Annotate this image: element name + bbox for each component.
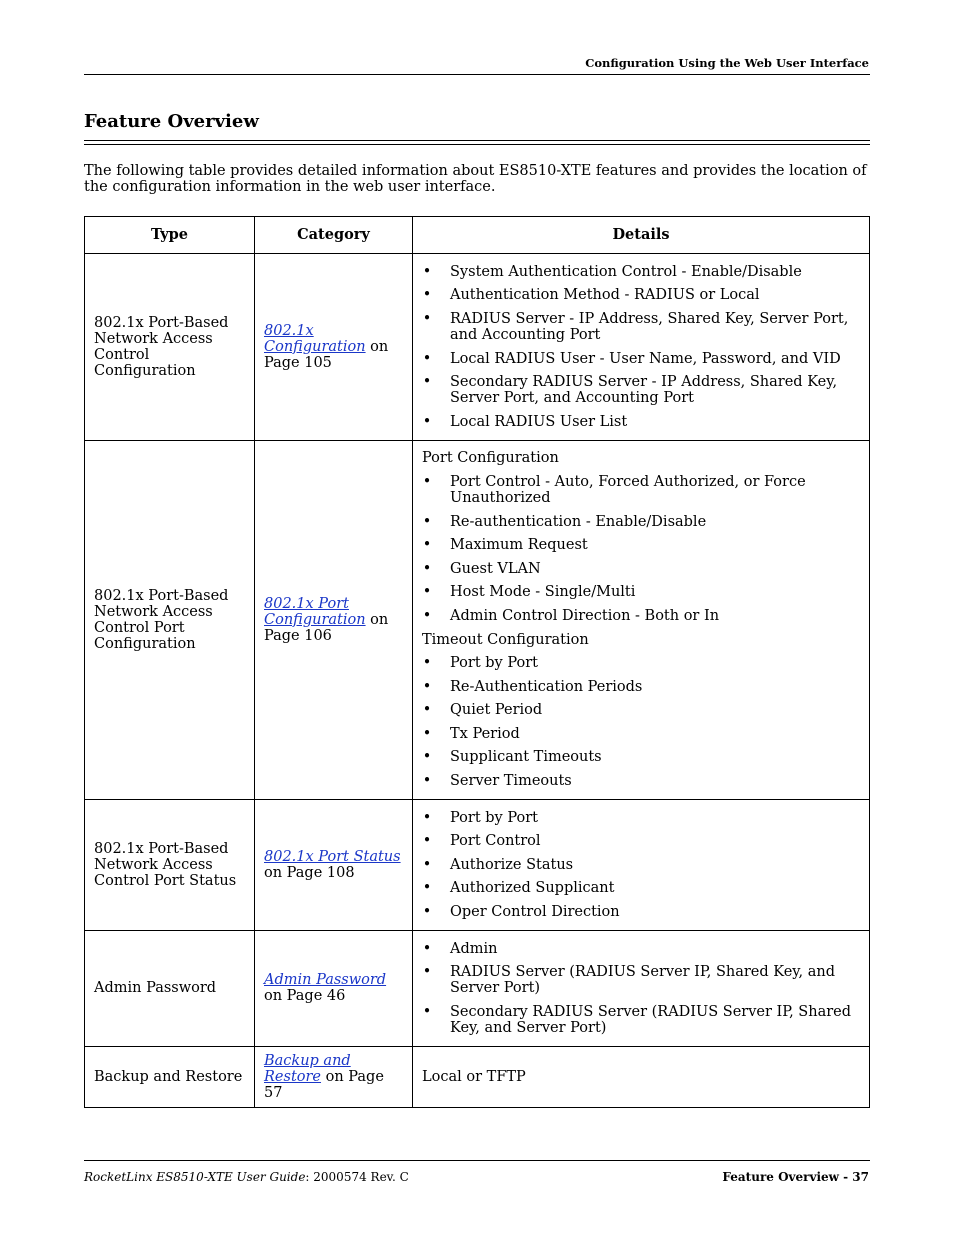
- section-title: Feature Overview: [84, 111, 259, 132]
- bullet-icon: •: [422, 350, 432, 367]
- details-subheading: Port Configuration: [422, 450, 559, 467]
- footer-divider: [84, 1160, 870, 1161]
- bullet-icon: •: [422, 513, 432, 530]
- bullet-icon: •: [422, 560, 432, 577]
- bullet-icon: •: [422, 809, 432, 826]
- category-page-ref: on Page 108: [264, 864, 355, 881]
- type-cell: Admin Password: [85, 930, 255, 1046]
- list-item-text: Port by Port: [450, 809, 539, 826]
- header-divider: [84, 74, 870, 75]
- list-item: [422, 675, 860, 699]
- column-header-details: Details: [413, 217, 870, 254]
- list-item: [422, 604, 860, 628]
- details-bullet-list: [422, 937, 860, 1040]
- list-item-text: Secondary RADIUS Server (RADIUS Server IP, Shared Key, and Server Port): [450, 1003, 852, 1036]
- category-link[interactable]: Backup and Restore: [264, 1052, 351, 1085]
- list-item: [422, 722, 860, 746]
- list-item-text: Admin Control Direction - Both or In: [450, 607, 720, 624]
- category-cell: [255, 930, 413, 1046]
- list-item: [422, 853, 860, 877]
- list-item: [422, 960, 860, 1000]
- list-item-text: Authorize Status: [450, 856, 574, 873]
- table-row: [85, 254, 870, 441]
- type-cell: 802.1x Port-Based Network Access Control Port Configuration: [85, 440, 255, 799]
- table-row: [85, 440, 870, 799]
- list-item-text: Guest VLAN: [450, 560, 541, 577]
- details-bullet-list: [422, 806, 860, 924]
- bullet-icon: •: [422, 537, 432, 554]
- category-cell: [255, 254, 413, 441]
- bullet-icon: •: [422, 773, 432, 790]
- bullet-icon: •: [422, 856, 432, 873]
- column-header-category: Category: [255, 217, 413, 254]
- bullet-icon: •: [422, 725, 432, 742]
- details-cell: [413, 254, 870, 441]
- bullet-icon: •: [422, 310, 432, 327]
- list-item: [422, 470, 860, 510]
- footer-doc-number: : 2000574 Rev. C: [305, 1170, 409, 1184]
- list-item-text: Local RADIUS User List: [450, 413, 628, 430]
- list-item-text: Local RADIUS User - User Name, Password, and VID: [450, 350, 841, 367]
- footer-doc-info: [84, 1170, 409, 1184]
- list-item-text: Secondary RADIUS Server - IP Address, Shared Key, Server Port, and Accounting Port: [450, 374, 838, 407]
- bullet-icon: •: [422, 584, 432, 601]
- list-item-text: Tx Period: [450, 725, 520, 742]
- details-subheading: Timeout Configuration: [422, 631, 589, 648]
- feature-table: [84, 216, 870, 1108]
- footer-page-ref: Feature Overview - 37: [722, 1170, 869, 1184]
- list-item: [422, 284, 860, 308]
- list-item-text: Authorized Supplicant: [450, 880, 615, 897]
- list-item-text: Authentication Method - RADIUS or Local: [450, 287, 760, 304]
- bullet-icon: •: [422, 904, 432, 921]
- list-item-text: Port by Port: [450, 655, 539, 672]
- category-page-ref: on Page 105: [264, 338, 389, 371]
- category-cell: [255, 440, 413, 799]
- category-cell: [255, 799, 413, 930]
- bullet-icon: •: [422, 473, 432, 490]
- bullet-icon: •: [422, 655, 432, 672]
- bullet-icon: •: [422, 678, 432, 695]
- list-item: [422, 370, 860, 410]
- list-item-text: Port Control: [450, 833, 541, 850]
- list-item-text: Host Mode - Single/Multi: [450, 584, 636, 601]
- list-item-text: Maximum Request: [450, 537, 588, 554]
- bullet-icon: •: [422, 413, 432, 430]
- list-item-text: Supplicant Timeouts: [450, 749, 602, 766]
- title-divider: [84, 140, 870, 145]
- running-header: Configuration Using the Web User Interface: [585, 56, 869, 70]
- list-item: [422, 581, 860, 605]
- list-item: [422, 1000, 860, 1040]
- list-item: [422, 510, 860, 534]
- list-item: [422, 829, 860, 853]
- column-header-type: Type: [85, 217, 255, 254]
- table-row: [85, 799, 870, 930]
- bullet-icon: •: [422, 287, 432, 304]
- details-bullet-list: [422, 651, 860, 793]
- category-link[interactable]: 802.1x Port Status: [264, 848, 401, 865]
- bullet-icon: •: [422, 374, 432, 391]
- details-text: Local or TFTP: [422, 1068, 526, 1085]
- bullet-icon: •: [422, 880, 432, 897]
- bullet-icon: •: [422, 833, 432, 850]
- list-item-text: RADIUS Server - IP Address, Shared Key, Server Port, and Accounting Port: [450, 310, 849, 343]
- list-item: [422, 651, 860, 675]
- list-item: [422, 746, 860, 770]
- list-item: [422, 806, 860, 830]
- list-item-text: Quiet Period: [450, 702, 543, 719]
- list-item: [422, 533, 860, 557]
- category-cell: [255, 1046, 413, 1107]
- list-item: [422, 877, 860, 901]
- table-row: [85, 930, 870, 1046]
- list-item-text: RADIUS Server (RADIUS Server IP, Shared Key, and Server Port): [450, 964, 836, 997]
- type-cell: 802.1x Port-Based Network Access Control Port Status: [85, 799, 255, 930]
- list-item-text: Admin: [450, 940, 498, 957]
- details-bullet-list: [422, 470, 860, 628]
- list-item: [422, 347, 860, 371]
- list-item: [422, 410, 860, 434]
- bullet-icon: •: [422, 702, 432, 719]
- list-item: [422, 557, 860, 581]
- details-cell: [413, 1046, 870, 1107]
- bullet-icon: •: [422, 263, 432, 280]
- list-item: [422, 900, 860, 924]
- list-item-text: Server Timeouts: [450, 773, 572, 790]
- list-item-text: System Authentication Control - Enable/Disable: [450, 263, 802, 280]
- details-cell: [413, 930, 870, 1046]
- bullet-icon: •: [422, 607, 432, 624]
- list-item: [422, 307, 860, 347]
- bullet-icon: •: [422, 940, 432, 957]
- details-cell: [413, 440, 870, 799]
- list-item-text: Oper Control Direction: [450, 904, 620, 921]
- category-link[interactable]: Admin Password: [264, 972, 387, 989]
- category-page-ref: on Page 106: [264, 611, 389, 644]
- list-item: [422, 769, 860, 793]
- category-page-ref: on Page 46: [264, 988, 346, 1005]
- list-item-text: Re-Authentication Periods: [450, 678, 643, 695]
- bullet-icon: •: [422, 1003, 432, 1020]
- type-cell: Backup and Restore: [85, 1046, 255, 1107]
- table-body: [85, 254, 870, 1108]
- bullet-icon: •: [422, 749, 432, 766]
- list-item: [422, 260, 860, 284]
- category-link[interactable]: 802.1x Port Configuration: [264, 595, 366, 628]
- list-item: [422, 937, 860, 961]
- category-page-ref: on Page 57: [264, 1068, 384, 1101]
- type-cell: 802.1x Port-Based Network Access Control Configuration: [85, 254, 255, 441]
- bullet-icon: •: [422, 964, 432, 981]
- list-item: [422, 699, 860, 723]
- list-item-text: Re-authentication - Enable/Disable: [450, 513, 707, 530]
- table-row: [85, 1046, 870, 1107]
- table-header-row: [85, 217, 870, 254]
- footer-doc-title: RocketLinx ES8510-XTE User Guide: [84, 1170, 306, 1184]
- intro-paragraph: The following table provides detailed information about ES8510-XTE features and provides the location of the configuration information in the web user interface.: [84, 163, 867, 195]
- details-bullet-list: [422, 260, 860, 434]
- details-cell: [413, 799, 870, 930]
- category-link[interactable]: 802.1x Configuration: [264, 322, 366, 355]
- list-item-text: Port Control - Auto, Forced Authorized, or Force Unauthorized: [450, 473, 806, 506]
